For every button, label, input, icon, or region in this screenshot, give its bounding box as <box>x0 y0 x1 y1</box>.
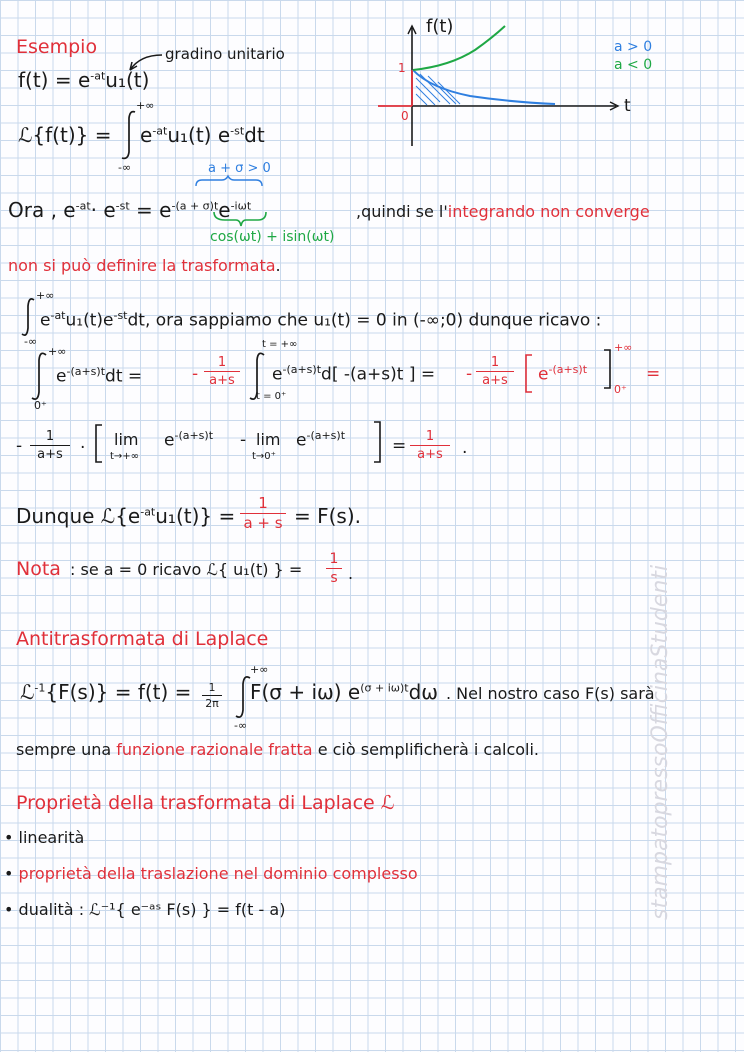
anti-lhs: ℒ$^{-1}${F(s)} = f(t) = <box>20 680 192 704</box>
lim-2-sub: t→0⁺ <box>252 451 276 462</box>
integral-sign-1 <box>122 112 135 159</box>
props-title: Proprietà della trasformata di Laplace ℒ <box>16 792 395 814</box>
dunque-after: = F(s). <box>294 504 362 528</box>
lim-1-expr: $e^{-(a+s)t}$ <box>164 429 214 451</box>
calc-line-2a: $e^{-(a+s)t}dt$ = <box>56 365 143 387</box>
calc-bracket-term: $e^{-(a+s)t}$ <box>538 363 588 385</box>
lim-minus: - <box>240 430 247 450</box>
ora-condition: ,quindi se l'integrando non converge <box>356 202 650 221</box>
dunque-line: Dunque $ℒ\{e^{-at}u_1(t)\}$ = <box>16 504 236 528</box>
anti-int-lower: -∞ <box>234 719 248 732</box>
bracket-lower: 0⁺ <box>614 383 627 396</box>
calc3-minus: - <box>16 436 23 456</box>
calc1-upper: +∞ <box>36 289 55 302</box>
calc-t-lower: t = 0⁺ <box>256 391 287 402</box>
int-lower: -∞ <box>118 161 132 174</box>
int-upper: +∞ <box>136 99 155 112</box>
lim-1-sub: t→+∞ <box>110 451 140 462</box>
decay-curve <box>413 70 555 104</box>
calc3-fraction: $\frac{1}{a+s}$ <box>30 430 70 461</box>
example-title: Esempio <box>16 36 98 58</box>
calc-minus-1: - <box>192 364 199 384</box>
calc2-upper: +∞ <box>48 345 67 358</box>
function-definition: $f(t) = e^{-at}u_1(t)$ <box>18 68 150 92</box>
calc-line-2b: $e^{-(a+s)t}d$[ -(a+s)t ] = <box>272 363 436 385</box>
watermark: stampatopressoOfficinaStudenti <box>648 564 673 920</box>
step-label: gradino unitario <box>165 45 285 63</box>
anti-two-pi: $\frac{1}{2\pi}$ <box>202 682 222 709</box>
calc1-lower: -∞ <box>24 335 38 348</box>
bracket-upper: +∞ <box>614 341 633 354</box>
prop-item-duality: • dualità : ℒ⁻¹{ e⁻ᵃˢ F(s) } = f(t - a) <box>4 900 286 919</box>
nota-fraction: $\frac{1}{s}$ <box>326 552 342 585</box>
nota-text: : se a = 0 ricavo ℒ{ u₁(t) } = <box>70 560 303 579</box>
lim-2: lim <box>256 430 281 449</box>
calc-minus-2: - <box>466 364 473 384</box>
prop-item-linearity: • linearità <box>4 828 85 847</box>
graph-x-label: t <box>624 96 631 116</box>
calc-t-upper: t = +∞ <box>262 339 298 350</box>
graph-one-label: 1 <box>398 61 406 75</box>
calc3-dot: . <box>462 438 468 458</box>
legend-positive: a > 0 <box>614 39 653 55</box>
laplace-integrand: $e^{-at}u_1(t)$ $e^{-st}dt$ <box>140 123 265 147</box>
calc-fraction-2: $\frac{1}{a+s}$ <box>476 356 514 387</box>
anti-title: Antitrasformata di Laplace <box>16 628 269 650</box>
anti-after: . Nel nostro caso F(s) sarà <box>446 684 655 703</box>
prop-item-translation: • proprietà della traslazione nel dominio complesso <box>4 864 418 883</box>
function-graph <box>378 26 618 146</box>
ora-expression: Ora , $e^{-at}\cdot e^{-st} = e^{-(a + \sigma)t}e^{-i\omega t}$ <box>8 198 252 222</box>
lim-2-expr: $e^{-(a+s)t}$ <box>296 429 346 451</box>
anti-int-upper: +∞ <box>250 663 269 676</box>
calc-fraction-1: $\frac{1}{a+s}$ <box>204 356 240 387</box>
anti-integrand: F(σ + iω) $e^{(\sigma + i\omega)t}d\omega$ <box>250 680 439 704</box>
calc-line-2-end: = <box>646 364 661 384</box>
calc3-eq: = <box>392 436 407 456</box>
dunque-fraction: $\frac{1}{a + s}$ <box>240 496 286 531</box>
lim-1: lim <box>114 430 139 449</box>
legend-negative: a < 0 <box>614 57 653 73</box>
calc3-result: $\frac{1}{a+s}$ <box>410 430 450 461</box>
ora-note: a + σ > 0 <box>208 161 271 176</box>
nota-label: Nota <box>16 558 61 580</box>
laplace-lhs: ℒ{f(t)} = <box>18 123 112 147</box>
graph-y-label: f(t) <box>426 16 454 37</box>
nota-dot: . <box>348 564 354 583</box>
anti-line-2: sempre una funzione razionale fratta e ciò semplificherà i calcoli. <box>16 740 540 759</box>
calc-line-1: $e^{-at}u_1(t)e^{-st}dt$, ora sappiamo che u₁(t) = 0 in (-∞;0) dunque ricavo : <box>40 309 602 331</box>
euler-label: cos(ωt) + isin(ωt) <box>210 229 335 245</box>
ora-conclusion: non si può definire la trasformata. <box>8 256 281 275</box>
overbrace <box>196 176 262 186</box>
graph-zero-label: 0 <box>401 109 409 123</box>
calc2-lower: 0⁺ <box>34 399 47 412</box>
